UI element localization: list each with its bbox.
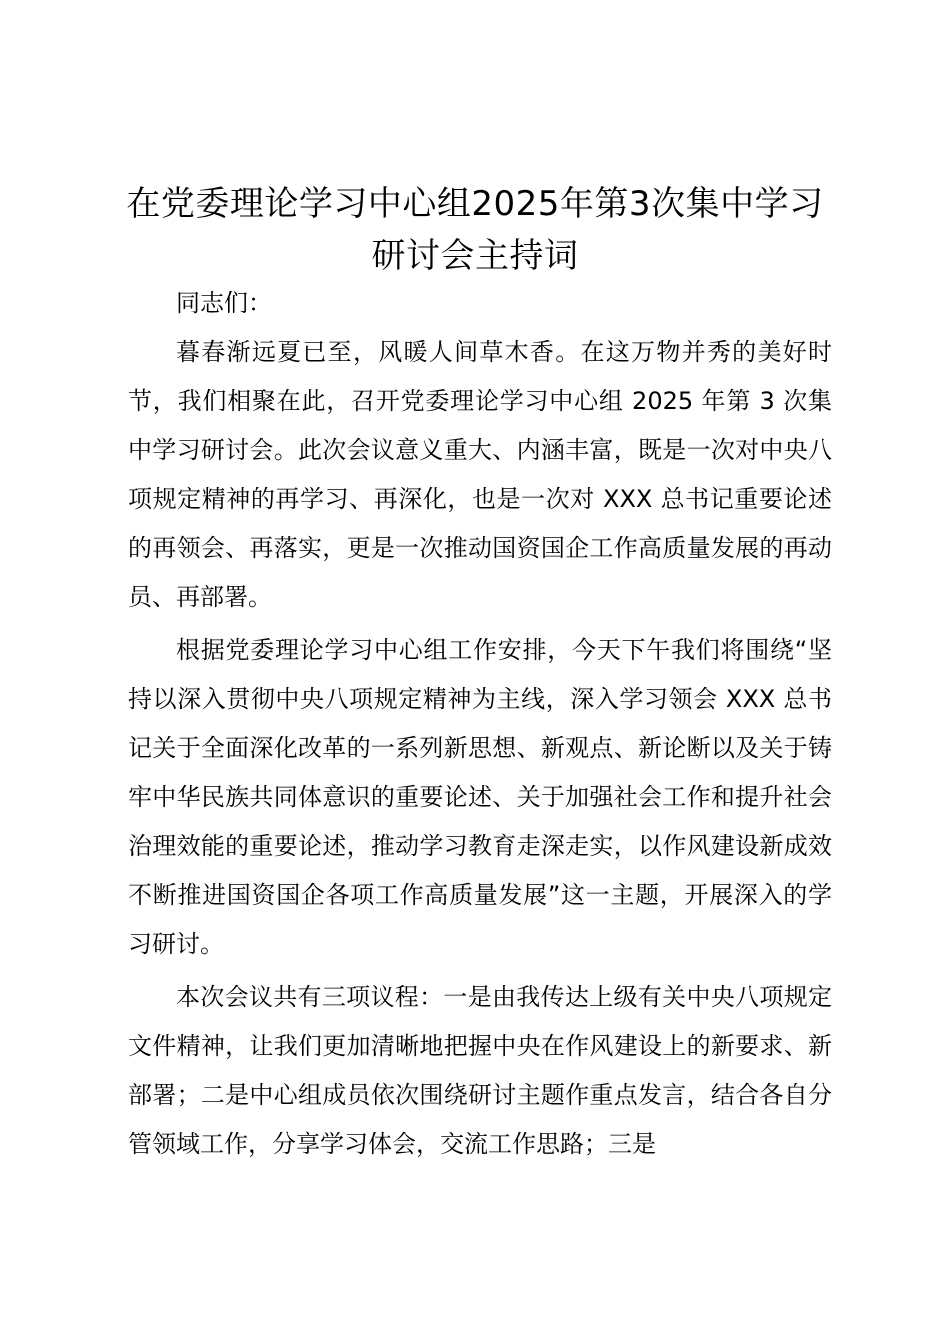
document-body — [128, 279, 832, 1169]
paragraph-opening: 暮春渐远夏已至，风暖人间草木香。在这万物并秀的美好时节，我们相聚在此，召开党委理论学习中心组 2025 年第 3 次集中学习研讨会。此次会议意义重大、内涵丰富，既是一次对中央八项规定精神的再学习、再深化，也是一次对 XXX 总书记重要论述的再领会、再落实，更是一次推动国资国企工作高质量发展的再动员、再部署。 — [128, 338, 832, 611]
greeting: 同志们： — [176, 289, 272, 317]
paragraph-agenda: 本次会议共有三项议程：一是由我传达上级有关中央八项规定文件精神，让我们更加清晰地把握中央在作风建设上的新要求、新部署；二是中心组成员依次围绕研讨主题作重点发言，结合各自分管领域工作，分享学习体会，交流工作思路；三是 — [128, 983, 832, 1158]
document-title: 在党委理论学习中心组2025年第3次集中学习研讨会主持词 — [126, 184, 824, 276]
paragraph-theme: 根据党委理论学习中心组工作安排，今天下午我们将围绕“坚持以深入贯彻中央八项规定精神为主线，深入学习领会 XXX 总书记关于全面深化改革的一系列新思想、新观点、新论断以及关于铸牢中华民族共同体意识的重要论述、关于加强社会工作和提升社会治理效能的重要论述，推动学习教育走深走实，以作风建设新成效不断推进国资国企各项工作高质量发展”这一主题，开展深入的学习研讨。 — [128, 636, 832, 958]
